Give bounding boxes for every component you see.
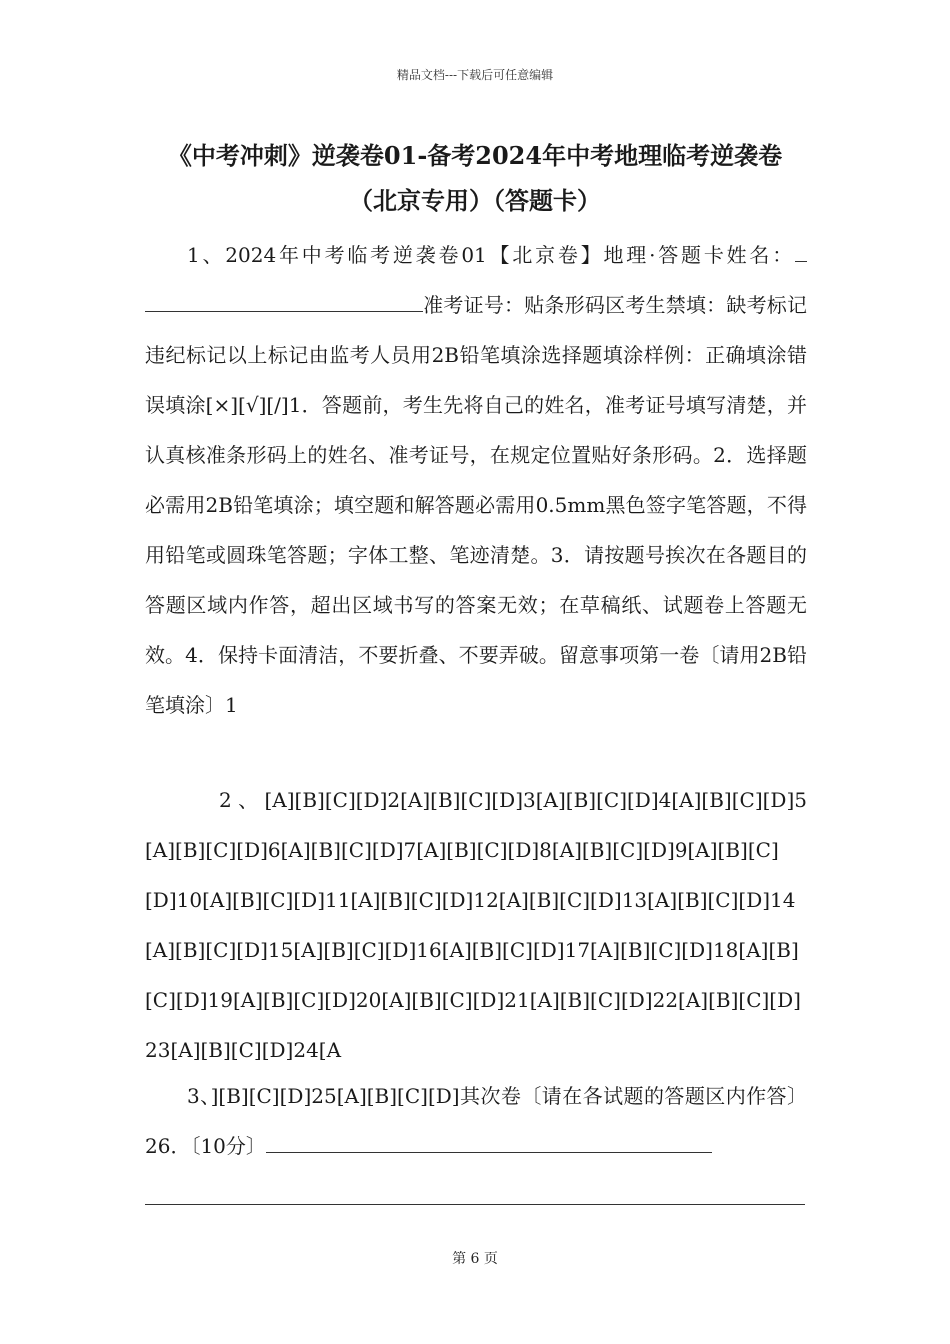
document-title-line-1: 《中考冲刺》逆袭卷01-备考2024年中考地理临考逆袭卷	[167, 141, 783, 170]
choice-answer-grid: 2 、 [A][B][C][D]2[A][B][C][D]3[A][B][C][D]4[A][B][C][D]5[A][B][C][D]6[A][B][C][D]7[A][B][C][D]8[A][B][C][D]9[A][B][C][D]10[A][B][C][D]11[A][B][C][D]12[A][B][C][D]13[A][B][C][D]14[A][B][C][D]15[A][B][C][D]16[A][B][C][D]17[A][B][C][D]18[A][B][C][D]19[A][B][C][D]20[A][B][C][D]21[A][B][C][D]22[A][B][C][D]23[A][B][C][D]24[A	[145, 788, 807, 1062]
section-two-paragraph	[145, 1071, 807, 1171]
answer-rule-line	[145, 1204, 805, 1205]
page-number: 第 6 页	[452, 1251, 498, 1267]
name-label: 1、2024年中考临考逆袭卷01【北京卷】地理·答题卡姓名：	[187, 243, 795, 267]
instructions-paragraph	[145, 230, 807, 730]
document-title-line-2: （北京专用）（答题卡）	[349, 186, 601, 215]
name-blank-line	[145, 289, 423, 312]
name-blank-line-start	[795, 239, 807, 262]
instructions-text: 准考证号：贴条形码区考生禁填：缺考标记违纪标记以上标记由监考人员用2B铅笔填涂选择题填涂样例：正确填涂错误填涂[×][√][/]1．答题前，考生先将自己的姓名，准考证号填写清楚，并认真核准条形码上的姓名、准考证号，在规定位置贴好条形码。2．选择题必需用2B铅笔填涂；填空题和解答题必需用0.5mm黑色签字笔答题，不得用铅笔或圆珠笔答题；字体工整、笔迹清楚。3．请按题号挨次在各题目的答题区域内作答，超出区域书写的答案无效；在草稿纸、试题卷上答题无效。4．保持卡面清洁，不要折叠、不要弄破。留意事项第一卷〔请用2B铅笔填涂〕1	[145, 293, 807, 717]
answer-blank-line	[266, 1130, 712, 1153]
page-header: 精品文档---下载后可任意编辑	[396, 68, 554, 82]
section-two-text: 3、][B][C][D]25[A][B][C][D]其次卷〔请在各试题的答题区内作答〕26．〔10分〕	[145, 1084, 807, 1158]
